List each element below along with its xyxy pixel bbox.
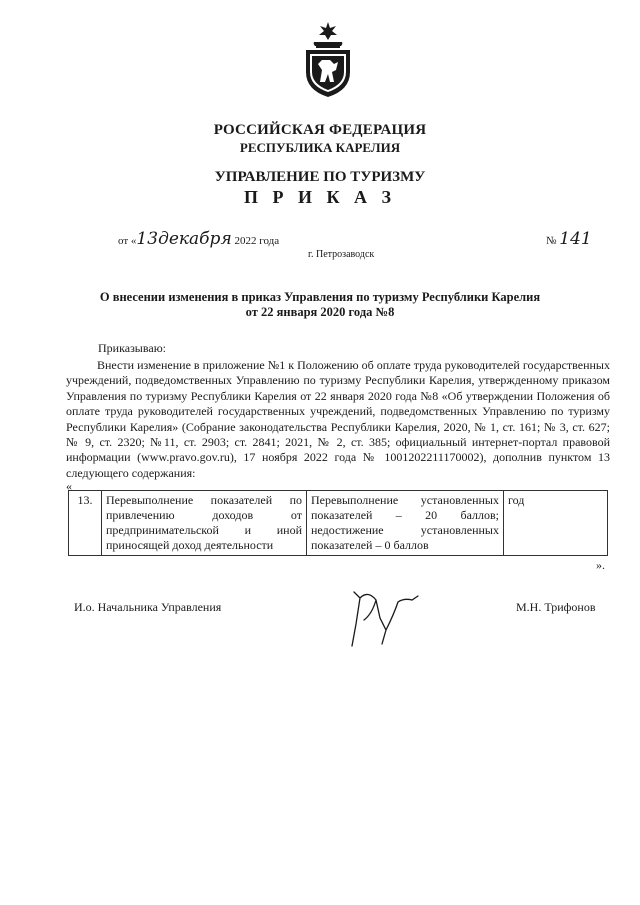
order-number	[546, 229, 592, 249]
order-date	[118, 229, 279, 249]
coat-of-arms-icon	[300, 20, 356, 98]
number-prefix: №	[546, 235, 560, 247]
date-prefix: от «	[118, 235, 137, 247]
quote-close: ».	[596, 558, 605, 572]
subject-line-2: от 22 января 2020 года №8	[245, 305, 395, 319]
city: г. Петрозаводск	[308, 249, 375, 260]
date-year: 2022 года	[231, 235, 280, 247]
doc-type-heading: П Р И К А З	[243, 187, 397, 207]
row-criteria: Перевыполнение установленных показателей – 20 баллов; недостижение установленных показателей – 0 баллов	[307, 491, 504, 556]
table-row	[69, 491, 608, 556]
agency-heading: УПРАВЛЕНИЕ ПО ТУРИЗМУ	[214, 169, 426, 185]
date-month: декабря	[158, 229, 232, 249]
row-period: год	[504, 491, 608, 556]
body-paragraph: Внести изменение в приложение №1 к Положению об оплате труда руководителей государственных учреждений, подведомственных Управлению по туризму Республики Карелия, утвержденному приказом Управления по туризму Республики Карелия от 22 января 2020 года №8 «Об утверждении Положения об оплате труда руководителей государственных учреждений, подведомственных Управлению по туризму Республики Карелия» (Собрание законодательства Республики Карелия, 2020, № 1, ст. 161; № 3, ст. 627; № 9, ст. 2320; №11, ст. 2903; ст. 2841; 2021, № 2, ст. 385; официальный интернет-портал правовой информации (www.pravo.gov.ru), 17 ноября 2022 года № 1001202211170002), дополнив пунктом 13 следующего содержания:	[66, 358, 610, 480]
signatory-title: И.о. Начальника Управления	[74, 600, 222, 614]
signature-image	[346, 584, 422, 650]
signatory-name: М.Н. Трифонов	[516, 600, 596, 614]
number-value: 141	[559, 229, 592, 249]
republic-heading: РЕСПУБЛИКА КАРЕЛИЯ	[239, 140, 401, 155]
row-number: 13.	[69, 491, 102, 556]
row-indicator: Перевыполнение показателей по привлечению доходов от предпринимательской и иной приносящей доход деятельности	[102, 491, 307, 556]
subject-line-1: О внесении изменения в приказ Управления по туризму Республики Карелия	[99, 290, 541, 304]
amendment-table	[68, 490, 608, 556]
federation-heading: РОССИЙСКАЯ ФЕДЕРАЦИЯ	[213, 122, 427, 138]
order-word: Приказываю:	[98, 341, 166, 355]
date-day: 13	[136, 229, 159, 249]
quote-open: «	[66, 479, 72, 493]
